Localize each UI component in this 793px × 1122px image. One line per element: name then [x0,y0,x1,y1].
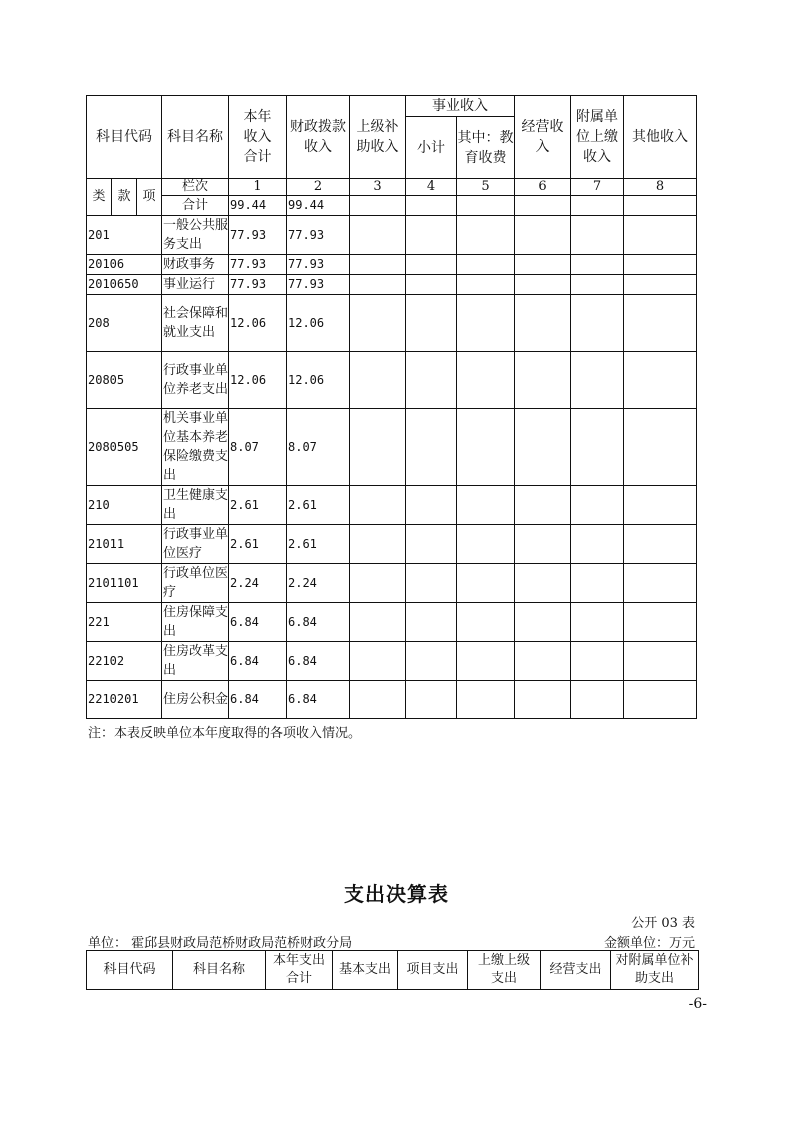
empty-cell [457,352,515,409]
form-number: 公开 03 表 [631,916,695,931]
empty-cell [624,525,697,564]
table-row [87,409,697,486]
empty-cell [457,681,515,719]
header-other: 其他收入 [624,96,697,179]
empty-cell [624,681,697,719]
empty-cell [350,409,406,486]
empty-cell [571,525,624,564]
subject-code-cell: 208 [87,295,162,352]
total-cell: 77.93 [229,275,287,295]
empty-cell [515,564,571,603]
fiscal-cell: 8.07 [287,409,350,486]
subject-code-cell: 201 [87,216,162,255]
empty-cell [457,275,515,295]
fiscal-cell: 6.84 [287,681,350,719]
empty-cell [457,486,515,525]
income-table [86,95,697,719]
empty-cell [571,352,624,409]
subject-name-text: 住房公积金 [163,692,229,707]
empty-cell [350,255,406,275]
empty-cell [515,603,571,642]
empty-cell [571,642,624,681]
exp-header-subject-code: 科目代码 [87,951,173,990]
subject-code-cell: 221 [87,603,162,642]
total-row-label: 合计 [162,196,229,216]
subject-name-cell [162,275,229,295]
subject-name-text: 机关事业单位基本养老保险缴费支出 [163,411,229,483]
empty-cell [350,564,406,603]
empty-cell [515,216,571,255]
table-row [87,275,697,295]
header-subject-name: 科目名称 [162,96,229,179]
column-index-label: 栏次 [162,179,229,196]
subject-name-text: 财政事务 [163,257,216,272]
empty-cell [406,275,457,295]
exp-header-total: 本年支出合计 [266,951,333,990]
subject-code-cell: 210 [87,486,162,525]
fiscal-cell: 2.24 [287,564,350,603]
exp-header-subject-name: 科目名称 [173,951,266,990]
empty-cell [571,681,624,719]
empty-cell [515,352,571,409]
empty-cell [406,681,457,719]
income-rows [87,216,697,719]
subject-name-cell [162,216,229,255]
column-number: 7 [571,179,624,196]
empty-cell [571,216,624,255]
empty-cell [406,642,457,681]
empty-cell [571,564,624,603]
empty-cell [624,352,697,409]
fiscal-cell: 6.84 [287,642,350,681]
total-cell: 2.61 [229,486,287,525]
empty-cell [515,295,571,352]
column-number: 2 [287,179,350,196]
empty-cell [624,409,697,486]
subject-code-cell: 2210201 [87,681,162,719]
empty-cell [571,196,624,216]
exp-header-basic: 基本支出 [333,951,398,990]
fiscal-cell: 77.93 [287,275,350,295]
exp-header-operating: 经营支出 [541,951,611,990]
header-fiscal: 财政拨款收入 [287,96,350,179]
empty-cell [350,525,406,564]
subject-code-cell: 2010650 [87,275,162,295]
empty-cell [406,352,457,409]
exp-header-superior: 上缴上级支出 [468,951,541,990]
subject-name-cell [162,295,229,352]
subject-code-cell: 20805 [87,352,162,409]
total-cell: 6.84 [229,681,287,719]
column-number: 8 [624,179,697,196]
empty-cell [624,295,697,352]
subject-name-text: 社会保障和就业支出 [163,306,229,340]
table-row [87,681,697,719]
header-operating: 经营收入 [515,96,571,179]
header-total: 本年收入合计 [229,96,287,179]
table-row [87,564,697,603]
total-row-total: 99.44 [229,196,287,216]
empty-cell [515,681,571,719]
exp-header-affiliated: 对附属单位补助支出 [611,951,699,990]
unit-line: 单位： 霍邱县财政局范桥财政局范桥财政分局 [88,936,353,951]
fiscal-cell: 2.61 [287,486,350,525]
column-number: 3 [350,179,406,196]
total-cell: 12.06 [229,295,287,352]
subject-code-cell: 2080505 [87,409,162,486]
empty-cell [350,275,406,295]
empty-cell [406,525,457,564]
expense-table [86,950,699,990]
empty-cell [406,216,457,255]
subject-name-text: 住房保障支出 [163,605,229,639]
empty-cell [624,603,697,642]
empty-cell [624,216,697,255]
empty-cell [515,486,571,525]
empty-cell [571,486,624,525]
expense-table-title: 支出决算表 [344,882,449,906]
table-row [87,642,697,681]
empty-cell [571,603,624,642]
total-cell: 6.84 [229,603,287,642]
empty-cell [457,564,515,603]
empty-cell [571,295,624,352]
subject-name-cell [162,409,229,486]
empty-cell [457,409,515,486]
empty-cell [457,642,515,681]
table-row [87,255,697,275]
empty-cell [350,486,406,525]
empty-cell [515,409,571,486]
table-row [87,603,697,642]
total-cell: 8.07 [229,409,287,486]
subject-name-text: 事业运行 [163,277,216,292]
total-row-fiscal: 99.44 [287,196,350,216]
empty-cell [406,409,457,486]
empty-cell [457,603,515,642]
subject-name-cell [162,564,229,603]
fiscal-cell: 77.93 [287,216,350,255]
empty-cell [350,603,406,642]
table-row [87,216,697,255]
column-number: 1 [229,179,287,196]
fiscal-cell: 77.93 [287,255,350,275]
total-cell: 6.84 [229,642,287,681]
table-row [87,352,697,409]
empty-cell [350,196,406,216]
header-subtotal: 小计 [406,117,457,179]
subject-name-cell [162,255,229,275]
subject-name-cell [162,486,229,525]
header-superior: 上级补助收入 [350,96,406,179]
empty-cell [457,196,515,216]
empty-cell [406,196,457,216]
subject-name-cell [162,642,229,681]
subject-name-text: 一般公共服务支出 [163,218,229,252]
empty-cell [515,525,571,564]
empty-cell [624,196,697,216]
empty-cell [457,525,515,564]
empty-cell [406,255,457,275]
header-subject-code: 科目代码 [87,96,162,179]
header-business: 事业收入 [406,96,515,117]
class-label-lei: 类 [87,179,112,216]
table-row [87,486,697,525]
empty-cell [515,642,571,681]
empty-cell [515,255,571,275]
empty-cell [515,196,571,216]
empty-cell [457,216,515,255]
table-row [87,295,697,352]
empty-cell [406,295,457,352]
subject-code-cell: 20106 [87,255,162,275]
subject-name-cell [162,352,229,409]
header-affiliated: 附属单位上缴收入 [571,96,624,179]
empty-cell [624,564,697,603]
subject-name-cell [162,681,229,719]
class-label-xiang: 项 [137,179,162,216]
subject-code-cell: 2101101 [87,564,162,603]
subject-name-text: 住房改革支出 [163,644,229,678]
empty-cell [350,352,406,409]
subject-name-text: 行政事业单位医疗 [163,527,229,561]
empty-cell [350,295,406,352]
subject-code-cell: 22102 [87,642,162,681]
total-cell: 2.24 [229,564,287,603]
page-number: -6- [688,996,707,1012]
empty-cell [350,681,406,719]
column-number: 4 [406,179,457,196]
exp-header-project: 项目支出 [398,951,468,990]
empty-cell [624,255,697,275]
empty-cell [457,295,515,352]
amount-unit: 金额单位：万元 [603,936,695,951]
empty-cell [571,409,624,486]
subject-name-cell [162,603,229,642]
subject-name-text: 行政单位医疗 [163,566,229,600]
fiscal-cell: 12.06 [287,352,350,409]
column-number: 5 [457,179,515,196]
empty-cell [624,486,697,525]
empty-cell [624,642,697,681]
empty-cell [457,255,515,275]
subject-code-cell: 21011 [87,525,162,564]
total-cell: 2.61 [229,525,287,564]
footnote: 注：本表反映单位本年度取得的各项收入情况。 [88,726,362,741]
class-label-kuan: 款 [112,179,137,216]
empty-cell [406,564,457,603]
subject-name-text: 行政事业单位养老支出 [163,363,229,397]
empty-cell [350,216,406,255]
table-row [87,525,697,564]
empty-cell [624,275,697,295]
total-cell: 77.93 [229,255,287,275]
column-number: 6 [515,179,571,196]
empty-cell [406,603,457,642]
empty-cell [571,255,624,275]
fiscal-cell: 6.84 [287,603,350,642]
subject-name-text: 卫生健康支出 [163,488,229,522]
subject-name-cell [162,525,229,564]
fiscal-cell: 2.61 [287,525,350,564]
empty-cell [515,275,571,295]
total-cell: 12.06 [229,352,287,409]
total-cell: 77.93 [229,216,287,255]
empty-cell [350,642,406,681]
fiscal-cell: 12.06 [287,295,350,352]
empty-cell [406,486,457,525]
header-education: 其中：教育收费 [457,117,515,179]
empty-cell [571,275,624,295]
